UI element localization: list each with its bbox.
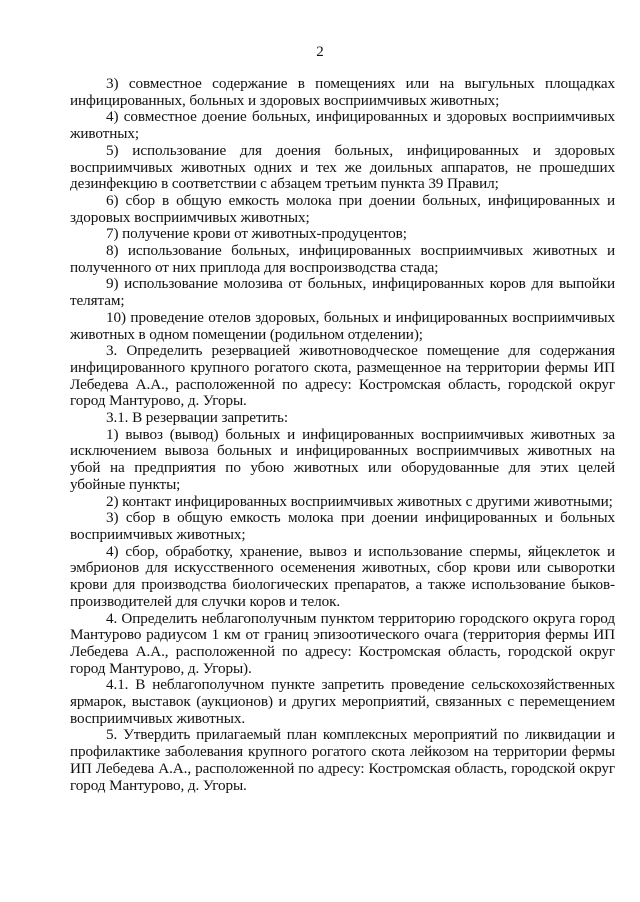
- paragraph: 6) сбор в общую емкость молока при доении больных, инфицированных и здоровых восприимчивых животных;: [70, 191, 615, 226]
- paragraph: 3. Определить резервацией животноводческое помещение для содержания инфицированного крупного рогатого скота, размещенное на территории фермы ИП Лебедева А.А., расположенной по адресу: Костромская область, городской округ город Мантурово, д. Угоры.: [70, 342, 615, 410]
- paragraph: 4.1. В неблагополучном пункте запретить проведение сельскохозяйственных ярмарок, выставок (аукционов) и других мероприятий, связанных с перемещением восприимчивых животных.: [70, 676, 615, 727]
- paragraph: 10) проведение отелов здоровых, больных и инфицированных восприимчивых животных в одном помещении (родильном отделении);: [70, 308, 615, 343]
- paragraph: 7) получение крови от животных-продуцентов;: [106, 225, 407, 243]
- paragraph: 5. Утвердить прилагаемый план комплексных мероприятий по ликвидации и профилактике заболевания крупного рогатого скота лейкозом на территории фермы ИП Лебедева А.А., расположенной по адресу: Костромская область, городской округ город Мантурово, д. Угоры.: [70, 726, 615, 794]
- paragraph: 4. Определить неблагополучным пунктом территорию городского округа город Мантурово радиусом 1 км от границ эпизоотического очага (территория фермы ИП Лебедева А.А., расположенной по адресу: Костромская область, городской округ город Мантурово, д. Угоры).: [70, 609, 615, 677]
- paragraph: 4) сбор, обработку, хранение, вывоз и использование спермы, яйцеклеток и эмбрионов для искусственного осеменения животных, сбор крови или сыворотки крови для производства биологических препаратов, а также использование быков-производителей для случки коров и телок.: [70, 542, 615, 610]
- paragraph: 5) использование для доения больных, инфицированных и здоровых восприимчивых животных одних и тех же доильных аппаратов, не прошедших дезинфекцию в соответствии с абзацем третьим пункта 39 Правил;: [70, 141, 615, 193]
- document-body: [70, 76, 615, 794]
- paragraph: 8) использование больных, инфицированных восприимчивых животных и полученного от них приплода для воспроизводства стада;: [70, 242, 615, 276]
- page-number: 2: [316, 44, 324, 60]
- paragraph: 3.1. В резервации запретить:: [106, 409, 289, 427]
- paragraph: 1) вывоз (вывод) больных и инфицированных восприимчивых животных за исключением вывоза больных и инфицированных восприимчивых животных на убой на предприятия по убою животных или оборудованные для этих целей убойные пункты;: [70, 425, 615, 493]
- paragraph: 3) совместное содержание в помещениях или на выгульных площадках инфицированных, больных и здоровых восприимчивых животных;: [70, 75, 615, 109]
- paragraph: 9) использование молозива от больных, инфицированных коров для выпойки телятам;: [70, 275, 615, 310]
- paragraph: 4) совместное доение больных, инфицированных и здоровых восприимчивых животных;: [70, 108, 615, 143]
- paragraph: 2) контакт инфицированных восприимчивых животных с другими животными;: [106, 492, 613, 510]
- paragraph: 3) сбор в общую емкость молока при доении инфицированных и больных восприимчивых животных;: [70, 509, 615, 543]
